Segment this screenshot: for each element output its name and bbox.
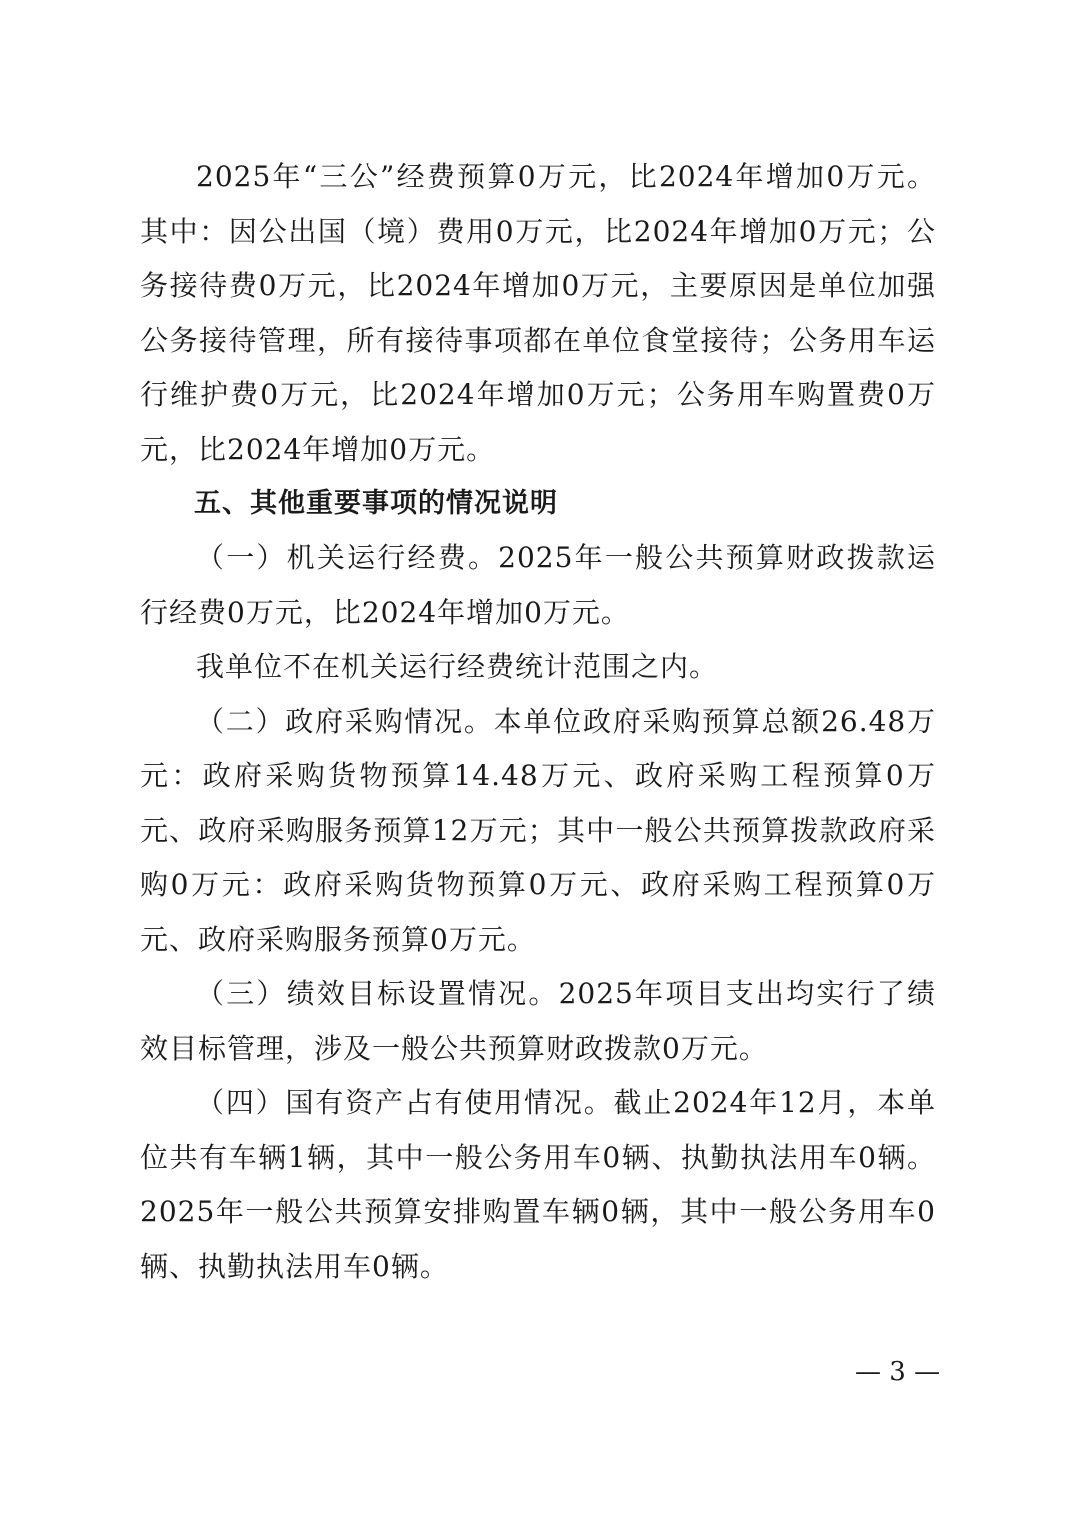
page-number: — 3 — [855,1357,941,1387]
document-body [140,150,936,1294]
paragraph-three-public-expenses: 2025年“三公”经费预算0万元，比2024年增加0万元。其中：因公出国（境）费用0万元，比2024年增加0万元；公务接待费0万元，比2024年增加0万元，主要原因是单位加强公务接待管理，所有接待事项都在单位食堂接待；公务用车运行维护费0万元，比2024年增加0万元；公务用车购置费0万元，比2024年增加0万元。 [140,160,936,466]
paragraph-government-procurement: （二）政府采购情况。本单位政府采购预算总额26.48万元：政府采购货物预算14.48万元、政府采购工程预算0万元、政府采购服务预算12万元；其中一般公共预算拨款政府采购0万元：政府采购货物预算0万元、政府采购工程预算0万元、政府采购服务预算0万元。 [140,704,936,956]
paragraph-operating-expenses: （一）机关运行经费。2025年一般公共预算财政拨款运行经费0万元，比2024年增加0万元。 [140,541,936,629]
paragraph-performance-targets: （三）绩效目标设置情况。2025年项目支出均实行了绩效目标管理，涉及一般公共预算财政拨款0万元。 [140,977,936,1065]
paragraph-state-assets: （四）国有资产占有使用情况。截止2024年12月，本单位共有车辆1辆，其中一般公务用车0辆、执勤执法用车0辆。2025年一般公共预算安排购置车辆0辆，其中一般公务用车0辆、执勤执法用车0辆。 [140,1086,936,1283]
paragraph-not-in-scope: 我单位不在机关运行经费统计范围之内。 [196,650,719,683]
section-heading-other-matters: 五、其他重要事项的情况说明 [194,488,558,519]
